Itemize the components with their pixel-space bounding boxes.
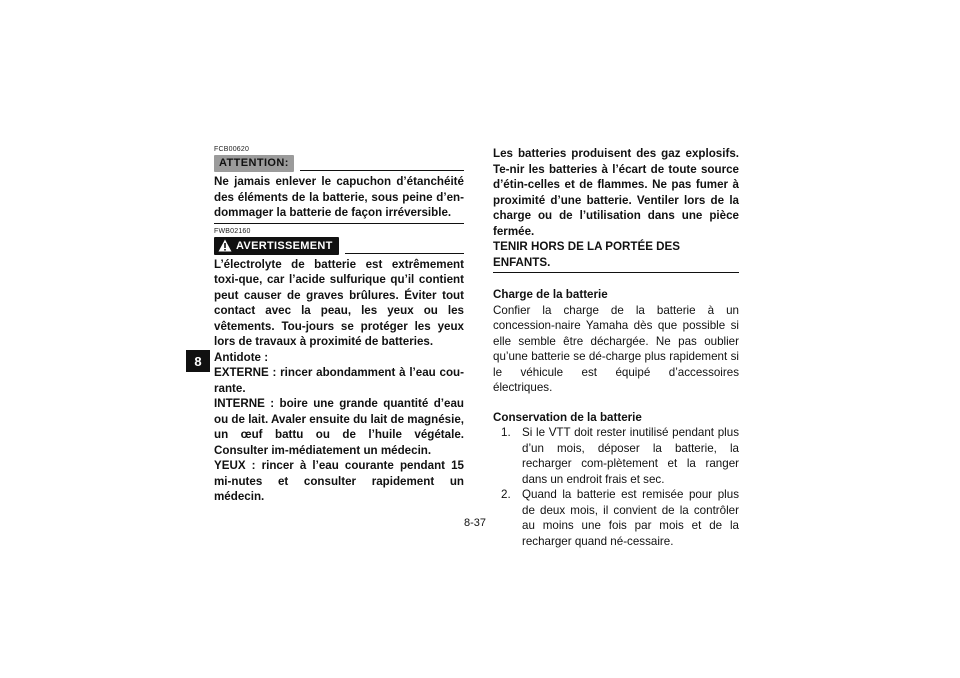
page-number: 8-37 — [464, 517, 487, 529]
step-number: 1. — [501, 426, 511, 439]
list-item — [493, 425, 739, 487]
storage-heading: Conservation de la batterie — [493, 410, 642, 424]
step-text: Quand la batterie est remisée pour plus de deux mois, il convient de la contrôler au moins une fois par mois et de la recharger quand né-cessaire. — [522, 488, 739, 548]
warning-code: FWB02160 — [214, 227, 251, 235]
warning-badge — [214, 237, 339, 255]
left-column — [214, 146, 464, 505]
warning-triangle-icon — [218, 239, 232, 252]
step-number: 2. — [501, 488, 511, 501]
attention-rule — [300, 170, 464, 171]
attention-text: Ne jamais enlever le capuchon d’étanchéité des éléments de la batterie, sous peine d’en-dommager la batterie de façon irréversible. — [214, 174, 464, 224]
attention-header — [214, 155, 464, 172]
warning-label: AVERTISSEMENT — [236, 239, 333, 252]
attention-badge: ATTENTION: — [214, 155, 294, 172]
warning-text: L’électrolyte de batterie est extrêmement toxi-que, car l’acide sulfurique qu’il contient peut causer de graves brûlures. Éviter tout contact avec la peau, les yeux ou les vêtements. Tou-jours se protéger les yeux lors de travaux à proximité de batteries. — [214, 257, 464, 348]
warning-continued-text: Les batteries produisent des gaz explosifs. Te-nir les batteries à l’écart de toute source d’étin-celles et de flammes. Ne pas fumer à proximité d’une batterie. Ventiler lors de la charge ou de l’utilisation dans une pièce fermée. — [493, 147, 739, 238]
attention-code: FCB00620 — [214, 146, 250, 153]
warning-rule — [345, 253, 464, 254]
charge-text: Confier la charge de la batterie à un concession-naire Yamaha dès que possible si elle semble être déchargée. Ne pas oublier qu’une batterie se dé-charge plus rapidement si le véhicule est équipé d’accessoires électriques. — [493, 303, 739, 394]
list-item — [493, 487, 739, 549]
storage-steps — [493, 425, 739, 549]
keep-away-children: TENIR HORS DE LA PORTÉE DES ENFANTS. — [493, 239, 739, 273]
antidote-externe: EXTERNE : rincer abondamment à l’eau cou-rante. — [214, 366, 464, 395]
antidote-interne: INTERNE : boire une grande quantité d’eau ou de lait. Avaler ensuite du lait de magnésie, un œuf battu ou de l’huile végétale. Consulter im-médiatement un médecin. — [214, 397, 464, 457]
charge-heading: Charge de la batterie — [493, 288, 608, 301]
right-column — [493, 146, 739, 549]
antidote-yeux: YEUX : rincer à l’eau courante pendant 15 mi-nutes et consulter rapidement un médecin. — [214, 459, 464, 503]
antidote-label: Antidote : — [214, 350, 269, 364]
chapter-tab: 8 — [186, 350, 210, 372]
step-text: Si le VTT doit rester inutilisé pendant plus d’un mois, déposer la batterie, la recharger com-plètement et la ranger dans un endroit frais et sec. — [522, 426, 739, 486]
warning-header — [214, 237, 464, 255]
